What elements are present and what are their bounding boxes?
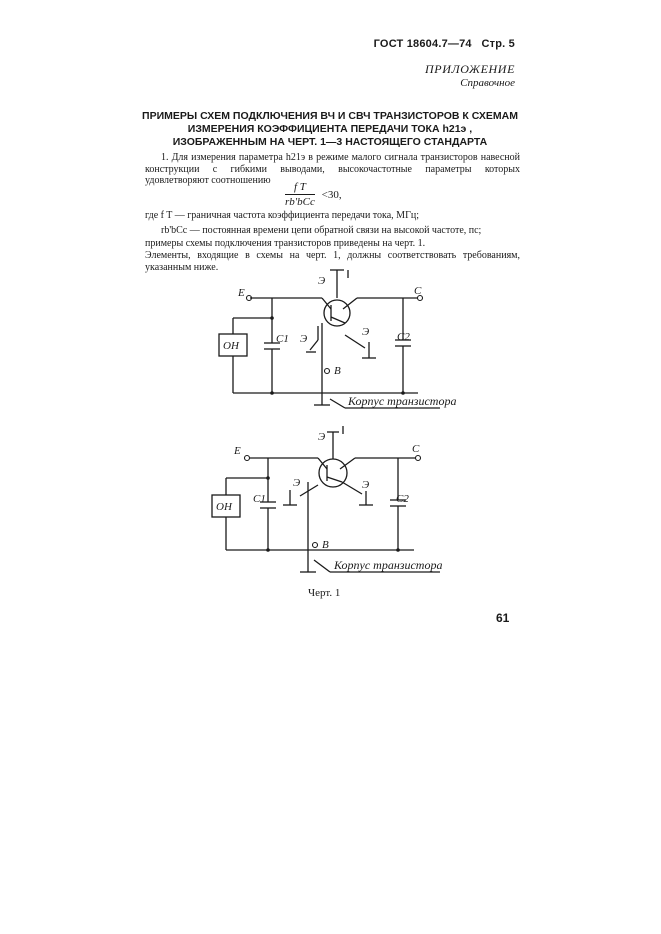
formula-comparison: <30,: [321, 188, 342, 201]
title-line-1: ПРИМЕРЫ СХЕМ ПОДКЛЮЧЕНИЯ ВЧ И СВЧ ТРАНЗИСТОРОВ К СХЕМАМ: [142, 110, 518, 122]
formula-denominator: rb'bCc: [285, 196, 315, 208]
d1-terminal-e: E: [238, 287, 245, 299]
where-line-2: rb'bCc — постоянная времени цепи обратной связи на высокой частоте, пс;: [161, 225, 482, 236]
d2-emitter-top-label: Э: [318, 431, 326, 443]
paragraph-2: Элементы, входящие в схемы на черт. 1, должны соответствовать требованиям, указанным ниже.: [145, 250, 520, 273]
d2-emitter-right-label: Э: [362, 479, 370, 491]
d2-generator-label: ОН: [216, 501, 232, 513]
page-label: Стр. 5: [481, 38, 515, 50]
d2-terminal-e: E: [234, 445, 241, 457]
d2-terminal-c: C: [412, 443, 420, 455]
paragraph-1: 1. Для измерения параметра h21э в режиме малого сигнала транзисторов навесной конструкции с гибкими выводами, высокочастотные параметры которых удовлетворяют соотношению: [145, 152, 520, 186]
d2-cap1-label: C1: [253, 493, 266, 505]
where-line-3: примеры схемы подключения транзисторов приведены на черт. 1.: [145, 238, 426, 249]
appendix-kind: Справочное: [460, 77, 515, 89]
appendix-label: ПРИЛОЖЕНИЕ: [425, 62, 515, 76]
figure-caption: Черт. 1: [308, 587, 341, 599]
d1-terminal-c: C: [414, 285, 422, 297]
title-line-2: ИЗМЕРЕНИЯ КОЭФФИЦИЕНТА ПЕРЕДАЧИ ТОКА h21э ,: [187, 123, 473, 135]
d2-terminal-b: B: [322, 539, 329, 551]
d1-case-label: Корпус транзистора: [348, 394, 457, 408]
d1-emitter-top-label: Э: [318, 275, 326, 287]
title-line-3: ИЗОБРАЖЕННЫМ НА ЧЕРТ. 1—3 НАСТОЯЩЕГО СТАНДАРТА: [172, 136, 488, 148]
d1-emitter-left-label: Э: [300, 333, 308, 345]
d2-emitter-left-label: Э: [293, 477, 301, 489]
page-number: 61: [496, 611, 510, 625]
d2-case-label: Корпус транзистора: [334, 558, 443, 572]
formula-numerator: f T: [285, 181, 315, 195]
d2-cap2-label: C2: [396, 493, 409, 505]
d1-terminal-b: B: [334, 365, 341, 377]
d1-generator-label: ОН: [223, 340, 239, 352]
standard-number: ГОСТ 18604.7—74: [373, 38, 472, 50]
d1-emitter-right-label: Э: [362, 326, 370, 338]
where-line-1: где f T — граничная частота коэффициента передачи тока, МГц;: [145, 210, 419, 221]
d1-cap1-label: C1: [276, 333, 289, 345]
transistor-symbol: [324, 300, 350, 326]
d1-cap2-label: C2: [397, 331, 410, 343]
